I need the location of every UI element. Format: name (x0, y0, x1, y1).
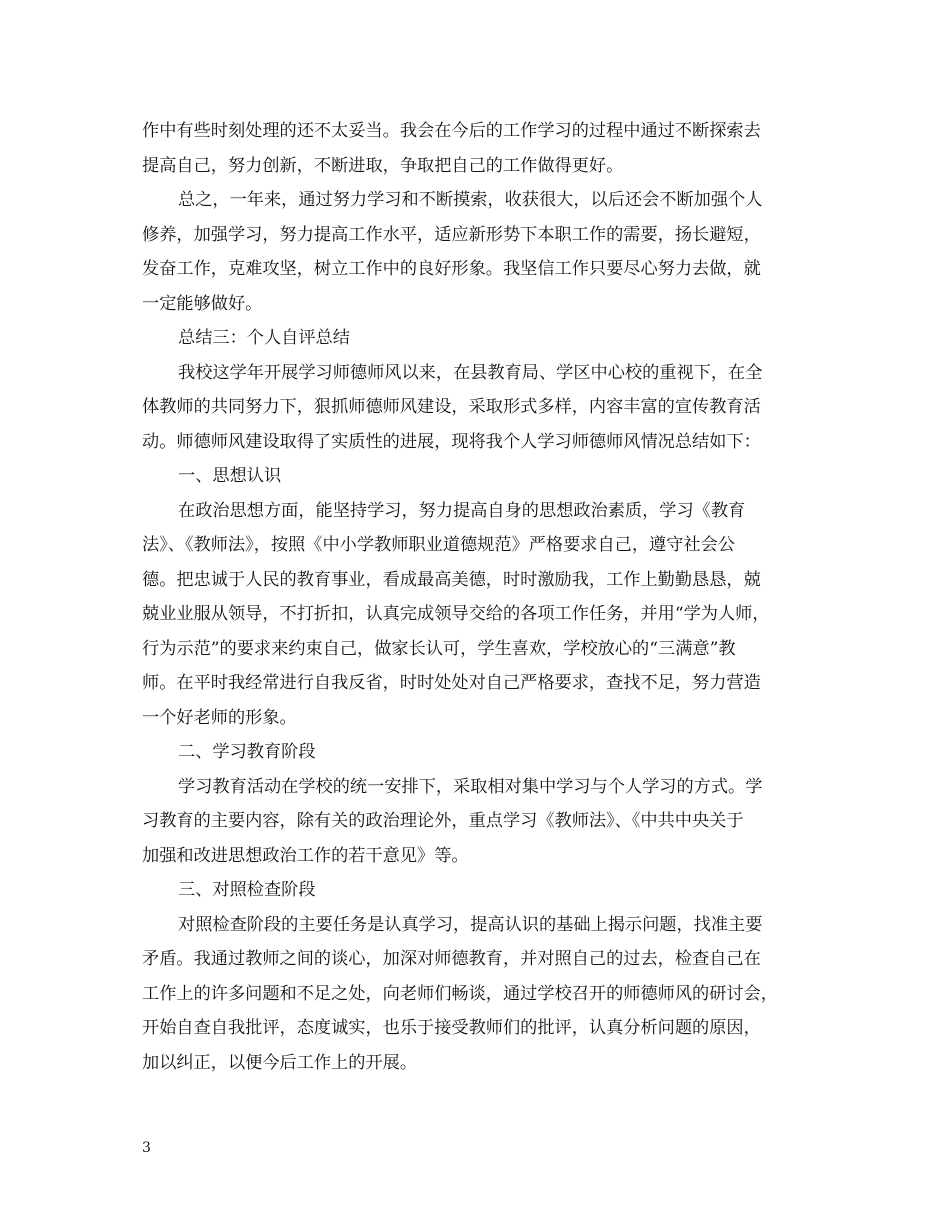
text-line: 师。在平时我经常进行自我反省，时时处处对自己严格要求，查找不足，努力营造 (142, 673, 761, 693)
text-line: 体教师的共同努力下，狠抓师德师风建设，采取形式多样，内容丰富的宣传教育活 (142, 397, 761, 417)
text-line: 行为示范”的要求来约束自己，做家长认可，学生喜欢，学校放心的“三满意”教 (142, 638, 736, 659)
text-line: 加以纠正，以便今后工作上的开展。 (142, 1052, 418, 1073)
text-line: 德。把忠诚于人民的教育事业，看成最高美德，时时激励我，工作上勤勤恳恳，兢 (142, 569, 761, 590)
paragraph-first-line: 总之，一年来，通过努力学习和不断摸索，收获很大，以后还会不断加强个人 (178, 190, 763, 210)
page-number: 3 (142, 1140, 151, 1156)
paragraph-first-line: 三、对照检查阶段 (178, 880, 316, 900)
text-line: 作中有些时刻处理的还不太妥当。我会在今后的工作学习的过程中通过不断探索去 (142, 121, 761, 141)
paragraph-first-line: 学习教育活动在学校的统一安排下，采取相对集中学习与个人学习的方式。学 (178, 776, 763, 797)
text-line: 一定能够做好。 (142, 293, 263, 314)
text-line: 工作上的许多问题和不足之处，向老师们畅谈，通过学校召开的师德师风的研讨会， (142, 983, 778, 1004)
text-line: 动。师德师风建设取得了实质性的进展，现将我个人学习师德师风情况总结如下： (142, 431, 761, 452)
paragraph-first-line: 一、思想认识 (178, 466, 282, 486)
text-line: 修养，加强学习，努力提高工作水平，适应新形势下本职工作的需要，扬长避短， (142, 224, 761, 245)
text-line: 兢业业服从领导，不打折扣，认真完成领导交给的各项工作任务，并用“学为人师， (142, 604, 770, 624)
text-line: 一个好老师的形象。 (142, 707, 297, 728)
document-body (142, 114, 832, 1080)
text-line: 法》、《教师法》，按照《中小学教师职业道德规范》严格要求自己，遵守社会公 (142, 535, 735, 555)
paragraph-first-line: 二、学习教育阶段 (178, 742, 316, 762)
text-line: 开始自查自我批评，态度诚实，也乐于接受教师们的批评，认真分析问题的原因， (142, 1018, 761, 1038)
paragraph-first-line: 我校这学年开展学习师德师风以来，在县教育局、学区中心校的重视下，在全 (178, 362, 763, 383)
text-line: 习教育的主要内容，除有关的政治理论外，重点学习《教师法》、《中共中央关于 (142, 811, 744, 831)
text-line: 发奋工作，克难攻坚，树立工作中的良好形象。我坚信工作只要尽心努力去做，就 (142, 259, 761, 279)
paragraph-first-line: 总结三：个人自评总结 (178, 328, 350, 348)
paragraph-first-line: 在政治思想方面，能坚持学习，努力提高自身的思想政治素质，学习《教育 (178, 500, 746, 521)
text-line: 提高自己，努力创新，不断进取，争取把自己的工作做得更好。 (142, 155, 624, 176)
text-line: 矛盾。我通过教师之间的谈心，加深对师德教育，并对照自己的过去，检查自己在 (142, 949, 761, 969)
text-line: 加强和改进思想政治工作的若干意见》等。 (142, 845, 469, 866)
paragraph-first-line: 对照检查阶段的主要任务是认真学习，提高认识的基础上揭示问题，找准主要 (178, 914, 763, 935)
